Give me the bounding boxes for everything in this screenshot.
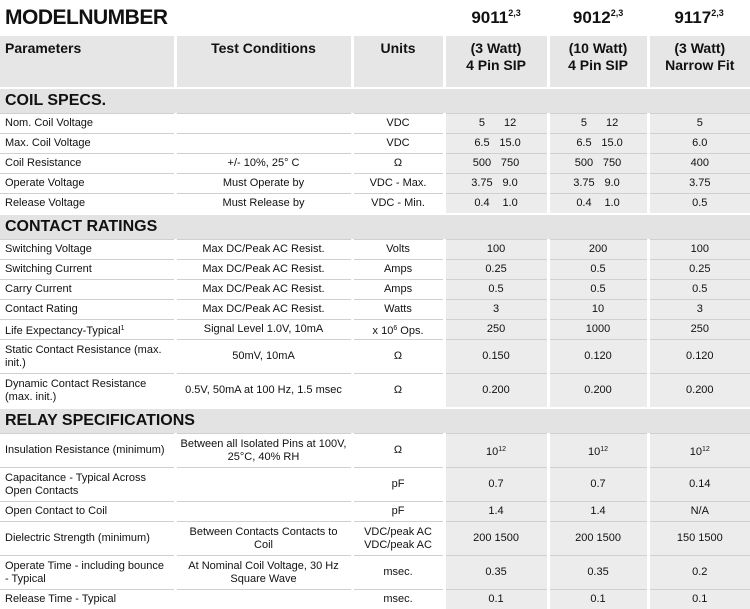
param-cell: [0, 280, 175, 300]
unit-cell: [352, 434, 444, 468]
value-text: 0.4: [474, 197, 490, 209]
value-cell: [444, 260, 548, 280]
value-cell: [444, 240, 548, 260]
param-label: Operate Time - including bounce - Typical: [5, 559, 164, 585]
condition-cell: [175, 590, 352, 609]
value-text: 3: [492, 303, 500, 315]
value-cell: [548, 154, 648, 174]
value-text: 0.2: [692, 566, 708, 578]
unit-tail: Ops.: [397, 324, 424, 337]
unit-cell: [352, 194, 444, 215]
value-cell: [648, 154, 750, 174]
param-label: Dielectric Strength (minimum): [5, 532, 150, 544]
value-text: 0.25: [485, 263, 507, 275]
value-cell: [548, 260, 648, 280]
value-text: 10: [591, 303, 605, 315]
condition-text: Max DC/Peak AC Resist.: [202, 303, 325, 315]
value-text: 100: [690, 243, 709, 255]
unit-cell: [352, 590, 444, 609]
param-label: Release Voltage: [5, 197, 86, 209]
unit-exponent: 6: [393, 324, 398, 332]
condition-text: Between Contacts Contacts to Coil: [189, 525, 338, 551]
value-cell: [648, 300, 750, 320]
value-cell: [648, 194, 750, 215]
unit-text: VDC/peak AC VDC/peak AC: [364, 525, 432, 551]
unit-text: Ω: [393, 384, 403, 396]
value-cell: [548, 590, 648, 609]
condition-cell: [175, 522, 352, 556]
value-text: 250: [690, 323, 709, 335]
condition-cell: [175, 260, 352, 280]
value-text: 9.0: [604, 177, 620, 189]
value-text: 0.1: [692, 593, 708, 605]
value-text: 500: [472, 157, 492, 169]
condition-text: 50mV, 10mA: [232, 350, 295, 362]
value-text: 10: [486, 445, 499, 458]
table-row: [0, 522, 750, 556]
unit-text: Ω: [393, 350, 403, 362]
value-exponent: 12: [702, 445, 710, 453]
table-row: [0, 374, 750, 409]
condition-cell: [175, 174, 352, 194]
value-cell: [648, 522, 750, 556]
unit-cell: [352, 280, 444, 300]
value-cell: [548, 114, 648, 134]
model-9117: 9117$^{2,3}$: [648, 0, 750, 36]
unit-text: VDC - Min.: [371, 197, 425, 209]
section-title: CONTACT RATINGS: [0, 214, 750, 240]
value-exponent: 12: [600, 445, 609, 453]
unit-text: Ω: [393, 157, 403, 169]
unit-text: pF: [391, 505, 405, 517]
param-cell: [0, 590, 175, 609]
value-text: 5: [696, 117, 703, 129]
value-text: 200 1500: [575, 532, 621, 544]
param-label: Release Time - Typical: [5, 593, 117, 605]
value-cell: [648, 590, 750, 609]
value-text: 0.200: [686, 384, 714, 396]
param-label: Operate Voltage: [5, 177, 85, 189]
unit-text: Watts: [384, 303, 412, 315]
value-text: 750: [500, 157, 520, 169]
value-text: 500: [574, 157, 594, 169]
table-row: [0, 300, 750, 320]
param-cell: [0, 174, 175, 194]
condition-cell: [175, 194, 352, 215]
value-cell: [548, 174, 648, 194]
value-text: 400: [690, 157, 709, 169]
param-label: Carry Current: [5, 283, 72, 295]
condition-cell: [175, 502, 352, 522]
value-text: 12: [605, 117, 619, 129]
table-row: [0, 174, 750, 194]
value-cell: [444, 468, 548, 502]
condition-cell: [175, 300, 352, 320]
condition-text: Between all Isolated Pins at 100V, 25°C, 40% RH: [180, 437, 347, 463]
table-title: MODELNUMBER: [0, 0, 444, 36]
param-label: Switching Voltage: [5, 243, 92, 255]
value-text: 200: [588, 243, 608, 255]
value-text: 0.5: [488, 283, 504, 295]
value-text: 15.0: [601, 137, 623, 149]
value-text: 0.5: [692, 197, 708, 209]
value-cell: [548, 556, 648, 590]
condition-cell: [175, 374, 352, 409]
value-text: 250: [486, 323, 506, 335]
value-text: 1.4: [488, 505, 504, 517]
value-cell: [548, 240, 648, 260]
condition-cell: [175, 340, 352, 374]
condition-cell: [175, 556, 352, 590]
value-text: 0.5: [590, 263, 606, 275]
value-cell: [548, 134, 648, 154]
condition-cell: [175, 434, 352, 468]
value-cell: [444, 174, 548, 194]
table-row: [0, 434, 750, 468]
value-cell: [648, 468, 750, 502]
value-cell: [444, 300, 548, 320]
unit-cell: [352, 340, 444, 374]
value-cell: [648, 114, 750, 134]
value-text: 750: [602, 157, 622, 169]
param-label: Switching Current: [5, 263, 92, 275]
table-row: [0, 556, 750, 590]
param-label: Coil Resistance: [5, 157, 82, 169]
value-text: 0.35: [485, 566, 507, 578]
param-cell: [0, 340, 175, 374]
value-text: 150 1500: [676, 532, 723, 544]
value-cell: [648, 280, 750, 300]
value-cell: [648, 240, 750, 260]
param-label: Insulation Resistance (minimum): [5, 444, 165, 456]
value-cell: [444, 374, 548, 409]
condition-text: Max DC/Peak AC Resist.: [202, 243, 325, 255]
value-text: 1.0: [502, 197, 518, 209]
unit-cell: [352, 300, 444, 320]
value-text: 15.0: [499, 137, 521, 149]
param-label: Static Contact Resistance (max. init.): [5, 343, 162, 369]
value-cell: [444, 320, 548, 340]
condition-cell: [175, 154, 352, 174]
param-label: Life Expectancy-Typical: [5, 324, 121, 337]
value-cell: [548, 320, 648, 340]
unit-text: VDC - Max.: [369, 177, 427, 189]
unit-cell: [352, 174, 444, 194]
value-text: 10: [689, 445, 702, 458]
value-text: 0.1: [488, 593, 504, 605]
condition-cell: [175, 280, 352, 300]
value-cell: [648, 260, 750, 280]
unit-cell: [352, 374, 444, 409]
condition-cell: [175, 468, 352, 502]
value-cell: [444, 556, 548, 590]
value-text: 1000: [585, 323, 611, 335]
section-header: [0, 88, 750, 114]
model-9011: 9011$^{2,3}$: [444, 0, 548, 36]
unit-cell: [352, 468, 444, 502]
value-cell: [548, 468, 648, 502]
table-row: [0, 134, 750, 154]
unit-text: Amps: [383, 283, 413, 295]
table-row: [0, 590, 750, 609]
param-cell: [0, 556, 175, 590]
value-cell: [648, 174, 750, 194]
value-cell: [444, 502, 548, 522]
value-cell: [548, 300, 648, 320]
value-cell: [444, 134, 548, 154]
value-cell: [444, 280, 548, 300]
param-cell: [0, 468, 175, 502]
table-row: [0, 154, 750, 174]
unit-cell: [352, 154, 444, 174]
condition-text: 0.5V, 50mA at 100 Hz, 1.5 msec: [185, 384, 342, 396]
table-row: [0, 240, 750, 260]
value-text: 0.200: [584, 384, 612, 396]
unit-text: x 10: [372, 324, 394, 337]
table-row: [0, 114, 750, 134]
value-cell: [648, 556, 750, 590]
value-text: 0.200: [482, 384, 510, 396]
table-row: [0, 194, 750, 215]
condition-text: Must Operate by: [222, 177, 305, 189]
unit-text: Volts: [386, 243, 410, 255]
value-cell: [648, 434, 750, 468]
col-model-9117-desc: (3 Watt) Narrow Fit: [648, 36, 750, 89]
value-text: 5: [580, 117, 588, 129]
unit-cell: [352, 260, 444, 280]
title-row: [0, 0, 750, 36]
table-row: [0, 260, 750, 280]
value-text: 0.120: [686, 350, 714, 362]
table-row: [0, 468, 750, 502]
value-cell: [548, 522, 648, 556]
table-row: [0, 280, 750, 300]
unit-text: VDC: [386, 137, 410, 149]
value-text: 3.75: [689, 177, 711, 189]
condition-text: Max DC/Peak AC Resist.: [202, 263, 325, 275]
value-cell: [648, 502, 750, 522]
value-cell: [548, 280, 648, 300]
value-cell: [444, 590, 548, 609]
table-row: [0, 320, 750, 340]
value-cell: [444, 114, 548, 134]
param-label: Nom. Coil Voltage: [5, 117, 94, 129]
param-cell: [0, 134, 175, 154]
value-cell: [444, 194, 548, 215]
param-cell: [0, 320, 175, 340]
unit-cell: [352, 320, 444, 340]
param-cell: [0, 300, 175, 320]
value-cell: [548, 374, 648, 409]
table-row: [0, 340, 750, 374]
value-text: 9.0: [502, 177, 518, 189]
value-text: 0.25: [689, 263, 711, 275]
unit-text: Ω: [393, 444, 403, 456]
condition-text: Signal Level 1.0V, 10mA: [203, 323, 324, 335]
value-text: 12: [503, 117, 517, 129]
unit-text: msec.: [383, 593, 413, 605]
value-text: 0.7: [590, 478, 606, 490]
value-exponent: 12: [498, 445, 507, 453]
value-text: 0.7: [488, 478, 504, 490]
value-cell: [444, 522, 548, 556]
value-text: 5: [478, 117, 486, 129]
value-text: 3.75: [573, 177, 595, 189]
value-text: 6.5: [576, 137, 592, 149]
condition-text: At Nominal Coil Voltage, 30 Hz Square Wave: [188, 559, 339, 585]
unit-cell: [352, 522, 444, 556]
unit-text: msec.: [383, 566, 413, 578]
unit-cell: [352, 114, 444, 134]
param-cell: [0, 434, 175, 468]
col-parameters: Parameters: [0, 36, 175, 89]
value-cell: [648, 340, 750, 374]
section-title: RELAY SPECIFICATIONS: [0, 408, 750, 434]
param-label: Open Contact to Coil: [5, 505, 108, 517]
value-text: 0.150: [482, 350, 510, 362]
column-header-row: [0, 36, 750, 89]
value-cell: [548, 434, 648, 468]
condition-cell: [175, 114, 352, 134]
condition-text: Must Release by: [222, 197, 305, 209]
param-label: Dynamic Contact Resistance (max. init.): [5, 377, 147, 403]
section-header: [0, 408, 750, 434]
col-units: Units: [352, 36, 444, 89]
unit-cell: [352, 240, 444, 260]
unit-cell: [352, 556, 444, 590]
param-label: Contact Rating: [5, 303, 78, 315]
unit-cell: [352, 134, 444, 154]
section-header: [0, 214, 750, 240]
param-cell: [0, 194, 175, 215]
condition-text: Max DC/Peak AC Resist.: [202, 283, 325, 295]
value-text: 0.4: [576, 197, 592, 209]
value-text: 3.75: [471, 177, 493, 189]
condition-cell: [175, 320, 352, 340]
value-text: 0.35: [587, 566, 609, 578]
unit-text: pF: [391, 478, 405, 490]
value-cell: [444, 340, 548, 374]
value-text: 1.0: [604, 197, 620, 209]
value-cell: [548, 502, 648, 522]
value-text: 0.5: [692, 283, 708, 295]
value-cell: [548, 340, 648, 374]
param-cell: [0, 240, 175, 260]
unit-cell: [352, 502, 444, 522]
value-text: 0.14: [689, 478, 711, 490]
condition-cell: [175, 134, 352, 154]
param-footnote: 1: [120, 324, 125, 332]
param-cell: [0, 522, 175, 556]
param-label: Max. Coil Voltage: [5, 137, 91, 149]
param-label: Capacitance - Typical Across Open Contacts: [5, 471, 147, 497]
value-cell: [648, 320, 750, 340]
param-cell: [0, 502, 175, 522]
value-text: 10: [588, 445, 601, 458]
value-text: 3: [696, 303, 703, 315]
value-cell: [548, 194, 648, 215]
section-title: COIL SPECS.: [0, 88, 750, 114]
model-9012: 9012$^{2,3}$: [548, 0, 648, 36]
value-text: 1.4: [590, 505, 606, 517]
param-cell: [0, 114, 175, 134]
value-text: 0.5: [590, 283, 606, 295]
value-text: 200 1500: [473, 532, 519, 544]
value-text: 0.1: [590, 593, 606, 605]
condition-text: +/- 10%, 25° C: [227, 157, 300, 169]
value-cell: [648, 134, 750, 154]
param-cell: [0, 154, 175, 174]
condition-cell: [175, 240, 352, 260]
value-cell: [444, 434, 548, 468]
value-cell: [648, 374, 750, 409]
value-cell: [444, 154, 548, 174]
value-text: 6.5: [474, 137, 490, 149]
col-model-9011-desc: (3 Watt) 4 Pin SIP: [444, 36, 548, 89]
value-text: 0.120: [584, 350, 612, 362]
value-text: N/A: [690, 505, 709, 517]
unit-text: VDC: [386, 117, 410, 129]
col-model-9012-desc: (10 Watt) 4 Pin SIP: [548, 36, 648, 89]
value-text: 6.0: [692, 137, 708, 149]
col-conditions: Test Conditions: [175, 36, 352, 89]
param-cell: [0, 260, 175, 280]
unit-text: Amps: [383, 263, 413, 275]
value-text: 100: [486, 243, 506, 255]
param-cell: [0, 374, 175, 409]
table-row: [0, 502, 750, 522]
